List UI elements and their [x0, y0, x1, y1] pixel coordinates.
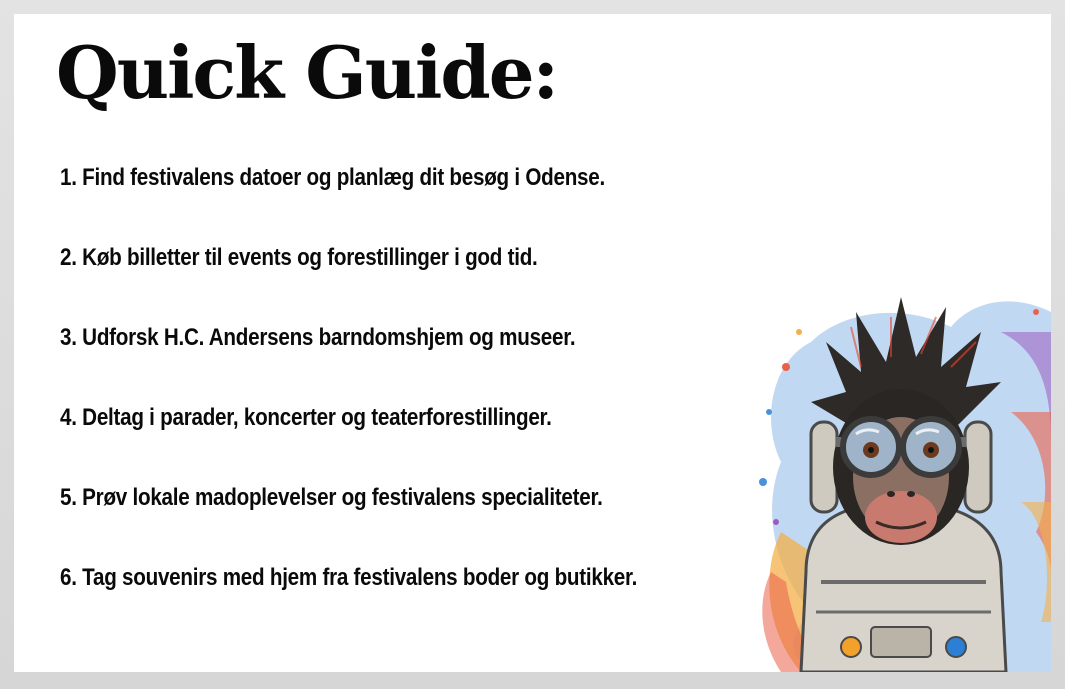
step-item-5: 5. Prøv lokale madoplevelser og festivalens specialiteter. [60, 484, 603, 511]
step-item-3: 3. Udforsk H.C. Andersens barndomshjem og museer. [60, 324, 576, 351]
monkey-astronaut-illustration [751, 272, 1051, 672]
step-item-6: 6. Tag souvenirs med hjem fra festivalens boder og butikker. [60, 564, 638, 591]
step-item-2: 2. Køb billetter til events og forestillinger i god tid. [60, 244, 538, 271]
steps-list [60, 164, 731, 644]
guide-card [14, 14, 1051, 672]
page-title: Quick Guide: [56, 30, 558, 115]
step-item-1: 1. Find festivalens datoer og planlæg dit besøg i Odense. [60, 164, 605, 191]
step-item-4: 4. Deltag i parader, koncerter og teaterforestillinger. [60, 404, 552, 431]
